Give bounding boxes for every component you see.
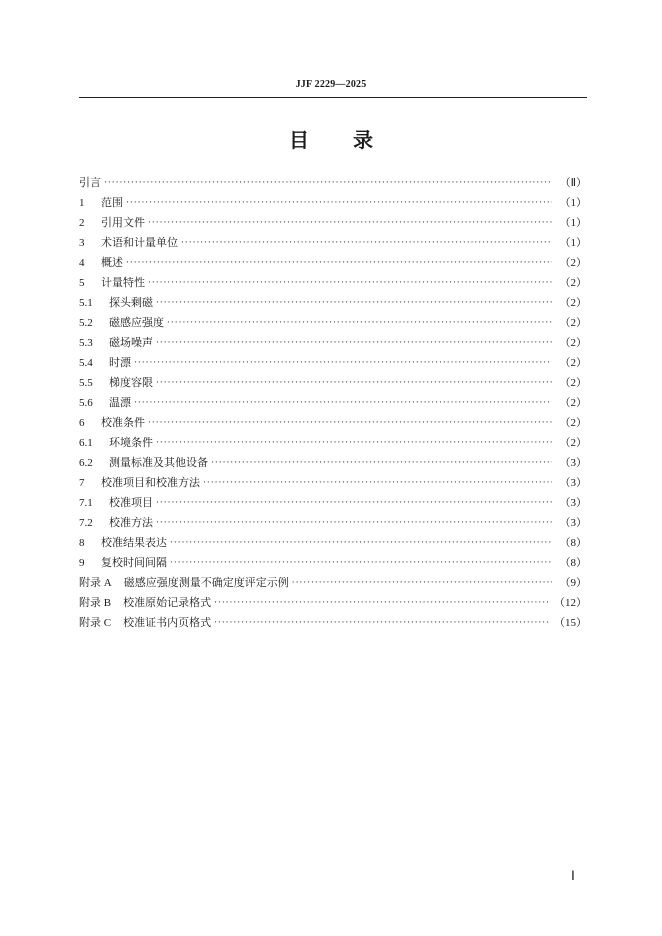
toc-entry-label: 概述 (101, 256, 123, 269)
toc-entry-page: （2） (559, 437, 587, 449)
toc-entry-label: 校准结果表达 (101, 536, 167, 549)
toc-leader-dots (170, 533, 552, 553)
toc-leader-dots (292, 573, 552, 593)
toc-entry[interactable] (79, 533, 587, 553)
toc-entry-label: 校准项目 (109, 496, 153, 509)
toc-entry[interactable] (79, 413, 587, 433)
toc-entry-number: 5.6 (79, 397, 93, 409)
toc-entry-label: 校准原始记录格式 (123, 596, 212, 609)
toc-entry-number: 5.1 (79, 297, 93, 309)
toc-entry-label: 范围 (101, 196, 123, 209)
toc-entry[interactable] (79, 593, 587, 613)
toc-entry-label: 校准条件 (101, 416, 145, 429)
toc-leader-dots (156, 493, 552, 513)
toc-entry-label: 校准证书内页格式 (123, 616, 212, 629)
toc-leader-dots (148, 413, 552, 433)
toc-entry-number: 2 (79, 217, 85, 229)
toc-entry-number: 8 (79, 537, 85, 549)
toc-entry-page: （3） (559, 497, 587, 509)
toc-entry-page: （2） (559, 417, 587, 429)
toc-entry-page: （2） (559, 277, 587, 289)
toc-entry-page: （1） (559, 197, 587, 209)
toc-entry-number: 5.3 (79, 337, 93, 349)
toc-leader-dots (203, 473, 552, 493)
toc-entry-number: 附录 A (79, 577, 112, 589)
toc-entry-number: 5.5 (79, 377, 93, 389)
toc-entry-number: 5.4 (79, 357, 93, 369)
toc-entry-number: 6.1 (79, 437, 93, 449)
toc-leader-dots (104, 173, 552, 193)
toc-entry-page: （8） (559, 557, 587, 569)
toc-leader-dots (181, 233, 552, 253)
toc-entry-number: 4 (79, 257, 85, 269)
toc-entry[interactable] (79, 293, 587, 313)
toc-entry[interactable] (79, 453, 587, 473)
toc-entry-page: （9） (559, 577, 587, 589)
toc-entry-label: 环境条件 (109, 436, 153, 449)
toc-entry-number: 6.2 (79, 457, 93, 469)
toc-entry[interactable] (79, 253, 587, 273)
toc-entry[interactable] (79, 173, 587, 193)
toc-entry-page: （3） (559, 517, 587, 529)
page-number: Ⅰ (571, 868, 575, 883)
toc-leader-dots (148, 273, 552, 293)
toc-entry-label: 计量特性 (101, 276, 145, 289)
toc-entry[interactable] (79, 513, 587, 533)
toc-leader-dots (148, 213, 552, 233)
toc-title: 目录 (289, 128, 417, 152)
header-divider (79, 97, 587, 98)
toc-entry[interactable] (79, 613, 587, 633)
toc-entry-label: 探头剩磁 (109, 296, 153, 309)
toc-entry-label: 梯度容限 (109, 376, 153, 389)
toc-entry-page: （15） (554, 617, 587, 629)
toc-entry[interactable] (79, 553, 587, 573)
toc-entry-label: 校准方法 (109, 516, 153, 529)
toc-entry-number: 5.2 (79, 317, 93, 329)
toc-leader-dots (134, 353, 552, 373)
toc-entry-number: 9 (79, 557, 85, 569)
toc-entry[interactable] (79, 393, 587, 413)
toc-entry[interactable] (79, 473, 587, 493)
toc-leader-dots (170, 553, 552, 573)
toc-entry-label: 磁感应强度测量不确定度评定示例 (123, 576, 289, 589)
toc-entry-number: 5 (79, 277, 85, 289)
toc-entry-label: 校准项目和校准方法 (101, 476, 200, 489)
toc-entry-page: （2） (559, 317, 587, 329)
toc-entry-number: 1 (79, 197, 85, 209)
standard-code: JJF 2229—2025 (295, 79, 367, 90)
toc-leader-dots (126, 253, 552, 273)
toc-entry-page: （2） (559, 397, 587, 409)
toc-entry-page: （1） (559, 217, 587, 229)
toc-entry[interactable] (79, 373, 587, 393)
toc-entry-number: 7.1 (79, 497, 93, 509)
toc-entry-page: （2） (559, 257, 587, 269)
toc-entry-label: 引用文件 (101, 216, 145, 229)
table-of-contents (79, 173, 587, 633)
toc-leader-dots (156, 433, 552, 453)
toc-entry[interactable] (79, 573, 587, 593)
toc-leader-dots (126, 193, 552, 213)
toc-entry-page: （2） (559, 337, 587, 349)
toc-entry-label: 复校时间间隔 (101, 556, 167, 569)
toc-leader-dots (167, 313, 552, 333)
toc-entry-label: 时漂 (109, 356, 131, 369)
toc-entry-label: 测量标准及其他设备 (109, 456, 208, 469)
toc-entry-number: 6 (79, 417, 85, 429)
toc-entry[interactable] (79, 233, 587, 253)
toc-entry-number: 附录 C (79, 617, 112, 629)
toc-entry-number: 7.2 (79, 517, 93, 529)
toc-entry-label: 磁场噪声 (109, 336, 153, 349)
toc-leader-dots (134, 393, 552, 413)
toc-entry-page: （Ⅱ） (559, 177, 587, 189)
toc-entry-page: （8） (559, 537, 587, 549)
toc-entry-page: （2） (559, 357, 587, 369)
toc-entry-page: （3） (559, 477, 587, 489)
toc-leader-dots (156, 373, 552, 393)
toc-entry-label: 引言 (79, 176, 101, 189)
toc-entry-number: 附录 B (79, 597, 112, 609)
toc-entry-page: （2） (559, 377, 587, 389)
toc-entry[interactable] (79, 273, 587, 293)
toc-entry[interactable] (79, 493, 587, 513)
toc-entry[interactable] (79, 433, 587, 453)
toc-entry-page: （1） (559, 237, 587, 249)
toc-entry-number: 7 (79, 477, 85, 489)
toc-leader-dots (156, 293, 552, 313)
toc-entry-page: （2） (559, 297, 587, 309)
toc-entry-label: 温漂 (109, 396, 131, 409)
toc-entry-page: （3） (559, 457, 587, 469)
toc-entry[interactable] (79, 313, 587, 333)
toc-entry-label: 术语和计量单位 (101, 236, 178, 249)
toc-leader-dots (156, 333, 552, 353)
toc-entry-label: 磁感应强度 (109, 316, 164, 329)
toc-leader-dots (211, 453, 552, 473)
toc-leader-dots (214, 593, 551, 613)
toc-entry-number: 3 (79, 237, 85, 249)
toc-leader-dots (156, 513, 552, 533)
toc-leader-dots (214, 613, 551, 633)
toc-entry-page: （12） (554, 597, 587, 609)
toc-entry[interactable] (79, 333, 587, 353)
toc-entry[interactable] (79, 213, 587, 233)
toc-entry[interactable] (79, 353, 587, 373)
toc-entry[interactable] (79, 193, 587, 213)
